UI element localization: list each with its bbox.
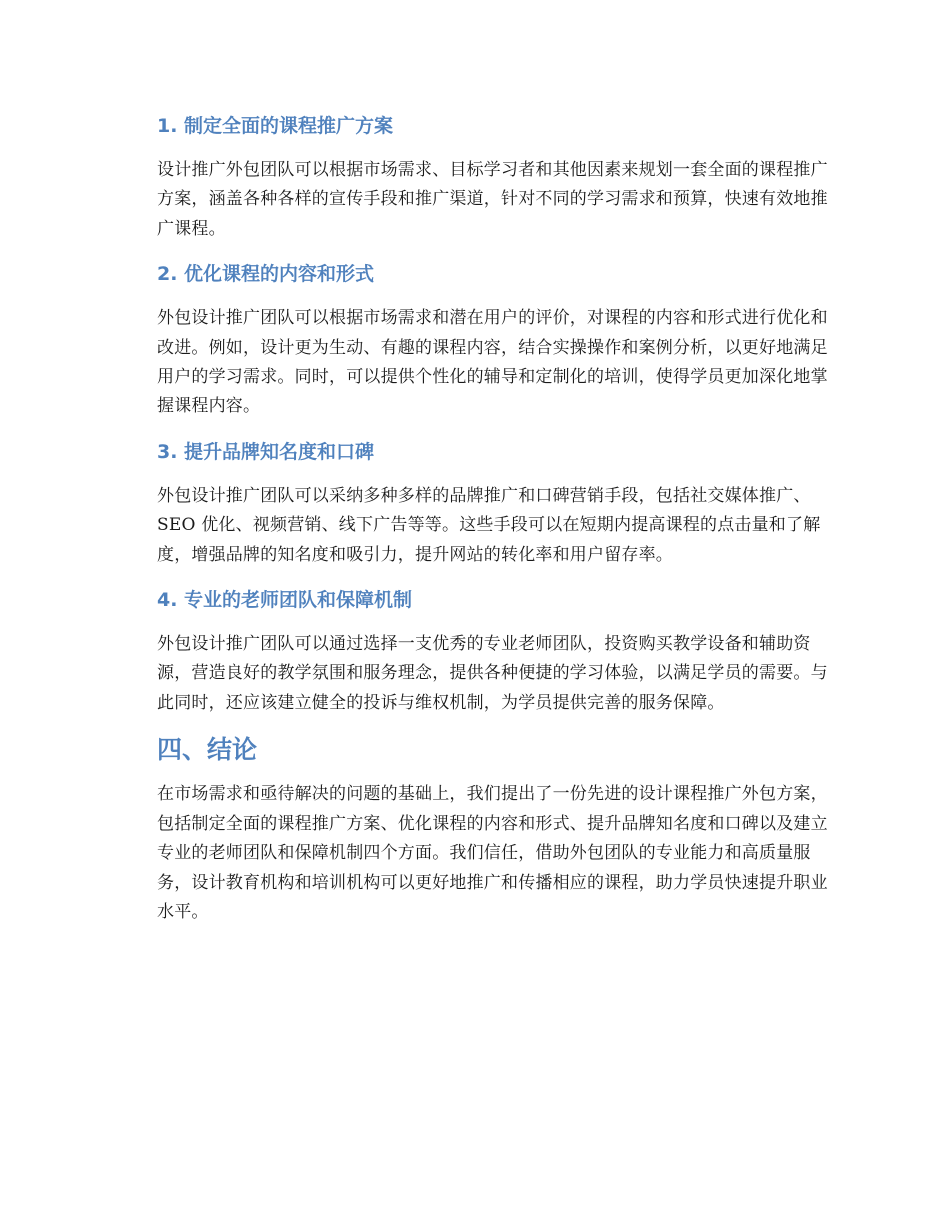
- section-3-heading: 3. 提升品牌知名度和口碑: [157, 440, 375, 463]
- section-2-heading: 2. 优化课程的内容和形式: [157, 263, 375, 286]
- section-1-heading: 1. 制定全面的课程推广方案: [157, 115, 394, 137]
- section-2-paragraph: 外包设计推广团队可以根据市场需求和潜在用户的评价，对课程的内容和形式进行优化和改进。例如，设计更为生动、有趣的课程内容，结合实操操作和案例分析，以更好地满足用户的学习需求。同时，可以提供个性化的辅导和定制化的培训，使得学员更加深化地掌握课程内容。: [157, 308, 828, 417]
- conclusion-paragraph: 在市场需求和亟待解决的问题的基础上，我们提出了一份先进的设计课程推广外包方案，包括制定全面的课程推广方案、优化课程的内容和形式、提升品牌知名度和口碑以及建立专业的老师团队和保障机制四个方面。我们信任，借助外包团队的专业能力和高质量服务，设计教育机构和培训机构可以更好地推广和传播相应的课程，助力学员快速提升职业水平。: [157, 784, 828, 922]
- section-4-paragraph: 外包设计推广团队可以通过选择一支优秀的专业老师团队，投资购买教学设备和辅助资源，营造良好的教学氛围和服务理念，提供各种便捷的学习体验，以满足学员的需要。与此同时，还应该建立健全的投诉与维权机制，为学员提供完善的服务保障。: [157, 634, 828, 713]
- section-4-heading: 4. 专业的老师团队和保障机制: [157, 589, 413, 612]
- section-1-paragraph: 设计推广外包团队可以根据市场需求、目标学习者和其他因素来规划一套全面的课程推广方案，涵盖各种各样的宣传手段和推广渠道，针对不同的学习需求和预算，快速有效地推广课程。: [157, 160, 828, 239]
- section-3-paragraph: 外包设计推广团队可以采纳多种多样的品牌推广和口碑营销手段，包括社交媒体推广、SEO 优化、视频营销、线下广告等等。这些手段可以在短期内提高课程的点击量和了解度，增强品牌的知名度和吸引力，提升网站的转化率和用户留存率。: [157, 485, 821, 565]
- document-content: [157, 108, 839, 939]
- conclusion-heading: 四、结论: [157, 735, 258, 765]
